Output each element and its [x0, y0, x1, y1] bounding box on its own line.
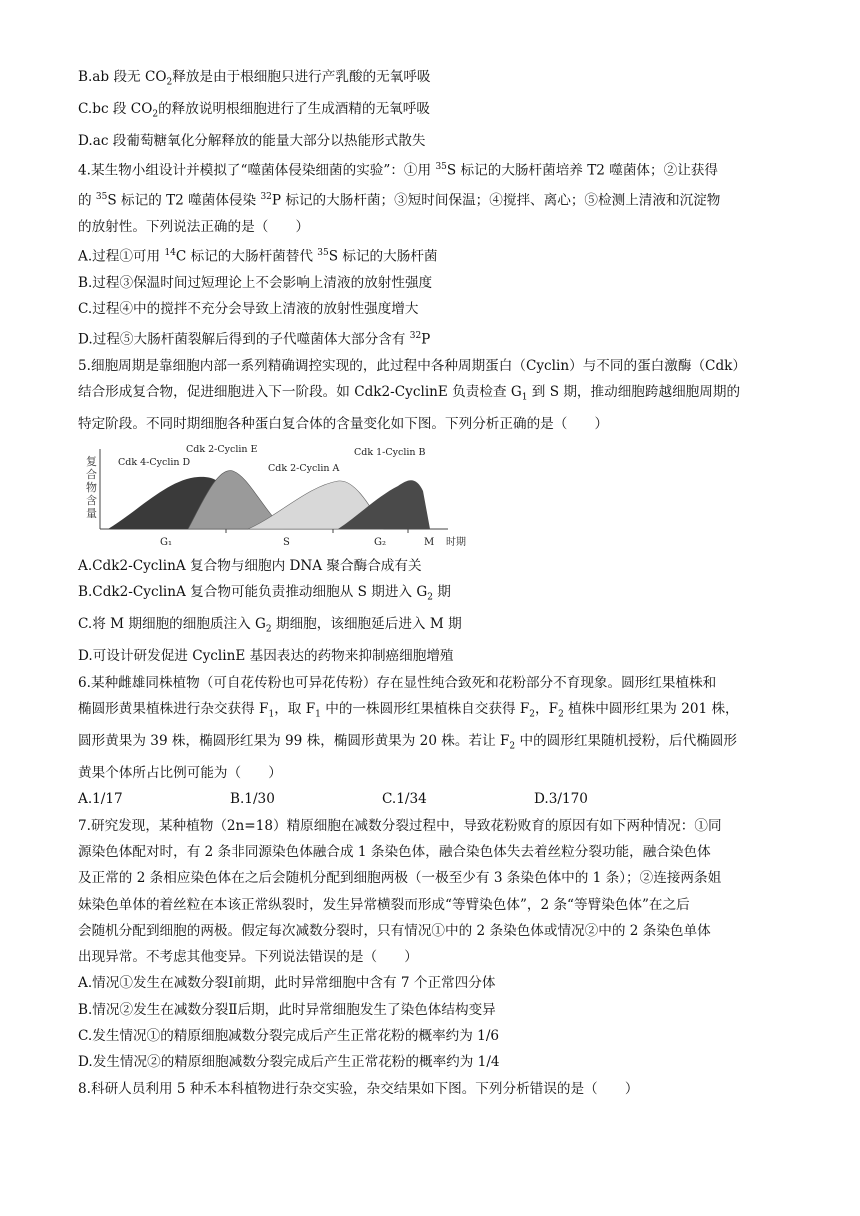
ylabel-char: 合 — [86, 468, 97, 482]
q7-stem-line1: 7.研究发现，某种植物（2n=18）精原细胞在减数分裂过程中，导致花粉败育的原因有如下两种情况：①同 — [78, 817, 722, 834]
q7-stem-line6: 出现异常。不考虑其他变异。下列说法错误的是（ ） — [78, 949, 418, 966]
q7-stem-line2: 源染色体配对时，有 2 条非同源染色体融合成 1 条染色体，融合染色体失去着丝粒分裂功能，融合染色体 — [78, 843, 711, 860]
q4-stem-line2: 的 $^{35}$S 标记的 T2 噬菌体侵染 $^{32}$P 标记的大肠杆菌；③短时间保温；④搅拌、离心；⑤检测上清液和沉淀物 — [78, 192, 721, 209]
x-label-m: M — [424, 537, 435, 549]
ylabel-char: 含 — [86, 494, 97, 508]
q4-option-a: A.过程①可用 $^{14}$C 标记的大肠杆菌替代 $^{35}$S 标记的大肠杆菌 — [78, 248, 438, 265]
label-cdk2-cycline: Cdk 2-Cyclin E — [186, 444, 258, 456]
q5-stem-line2: 结合形成复合物，促进细胞进入下一阶段。如 Cdk2-CyclinE 负责检查 $G_1$ 到 S 期，推动细胞跨越细胞周期的 — [78, 383, 741, 403]
q6-stem-line2: 椭圆形黄果植株进行杂交获得 $F_1$，取 $F_1$ 中的一株圆形红果植株自交获得 $F_2$，$F_2$ 植株中圆形红果为 201 株， — [78, 701, 739, 720]
q6-option-c: C.1/34 — [382, 791, 427, 808]
q6-option-b: B.1/30 — [230, 791, 275, 808]
q3-option-c: C.bc 段 $CO_2$的释放说明根细胞进行了生成酒精的无氧呼吸 — [78, 101, 430, 120]
q5-option-a: A.Cdk2-CyclinA 复合物与细胞内 DNA 聚合酶合成有关 — [78, 558, 422, 575]
q4-stem-line3: 的放射性。下列说法正确的是（ ） — [78, 218, 310, 235]
ylabel-char: 量 — [86, 507, 97, 521]
q7-option-d: D.发生情况②的精原细胞减数分裂完成后产生正常花粉的概率约为 1/4 — [78, 1054, 500, 1071]
q6-stem-line4: 黄果个体所占比例可能为（ ） — [78, 765, 282, 782]
q5-option-d: D.可设计研发促进 CyclinE 基因表达的药物来抑制癌细胞增殖 — [78, 648, 454, 665]
q3-option-d: D.ac 段葡萄糖氧化分解释放的能量大部分以热能形式散失 — [78, 133, 426, 150]
q7-stem-line3: 及正常的 2 条相应染色体在之后会随机分配到细胞两极（一极至少有 3 条染色体中的 1 条）；②连接两条姐 — [78, 870, 722, 887]
label-cdk4-cyclind: Cdk 4-Cyclin D — [118, 457, 191, 469]
q4-option-d: D.过程⑤大肠杆菌裂解后得到的子代噬菌体大部分含有 $^{32}$P — [78, 330, 431, 348]
label-cdk1-cyclinb: Cdk 1-Cyclin B — [354, 447, 426, 459]
q5-option-b: B.Cdk2-CyclinA 复合物可能负责推动细胞从 S 期进入 $G_2$ 期 — [78, 584, 451, 604]
ylabel-char: 复 — [86, 455, 97, 469]
q4-option-b: B.过程③保温时间过短理论上不会影响上清液的放射性强度 — [78, 275, 433, 292]
q6-option-d: D.3/170 — [534, 791, 588, 808]
q4-option-c: C.过程④中的搅拌不充分会导致上清液的放射性强度增大 — [78, 301, 419, 318]
q7-option-a: A.情况①发生在减数分裂Ⅰ前期，此时异常细胞中含有 7 个正常四分体 — [78, 975, 496, 992]
q6-stem-line1: 6.某种雌雄同株植物（可自花传粉也可异花传粉）存在显性纯合致死和花粉部分不育现象。圆形红果植株和 — [78, 674, 717, 691]
q8-stem-line1: 8.科研人员利用 5 种禾本科植物进行杂交实验，杂交结果如下图。下列分析错误的是（ ） — [78, 1080, 639, 1097]
q7-option-b: B.情况②发生在减数分裂Ⅱ后期，此时异常细胞发生了染色体结构变异 — [78, 1001, 496, 1018]
q5-stem-line1: 5.细胞周期是靠细胞内部一系列精确调控实现的，此过程中各种周期蛋白（Cyclin）与不同的蛋白激酶（Cdk） — [78, 357, 746, 374]
cyclin-figure-svg — [78, 441, 478, 551]
q7-stem-line5: 会随机分配到细胞的两极。假定每次减数分裂时，只有情况①中的 2 条染色体或情况②中的 2 条染色单体 — [78, 922, 711, 939]
x-label-g2: G₂ — [374, 537, 386, 549]
ylabel-char: 物 — [86, 481, 97, 495]
x-axis-title: 时期 — [446, 537, 466, 549]
q5-option-c: C.将 M 期细胞的细胞质注入 $G_2$ 期细胞，该细胞延后进入 M 期 — [78, 616, 462, 636]
q6-options — [78, 786, 782, 812]
q6-option-a: A.1/17 — [78, 791, 123, 808]
q3-option-b: B.ab 段无 $CO_2$释放是由于根细胞只进行产乳酸的无氧呼吸 — [78, 69, 431, 88]
x-label-g1: G₁ — [160, 537, 172, 549]
cyclin-figure — [78, 441, 478, 551]
q7-stem-line4: 妹染色单体的着丝粒在本该正常纵裂时，发生异常横裂而形成“等臂染色体”，2 条“等臂染色体”在之后 — [78, 896, 690, 913]
q6-stem-line3: 圆形黄果为 39 株，椭圆形红果为 99 株，椭圆形黄果为 20 株。若让 $F_2$ 中的圆形红果随机授粉，后代椭圆形 — [78, 733, 737, 752]
exam-page — [78, 64, 782, 1102]
q7-option-c: C.发生情况①的精原细胞减数分裂完成后产生正常花粉的概率约为 1/6 — [78, 1028, 500, 1045]
x-label-s: S — [283, 537, 290, 549]
q4-stem-line1: 4.某生物小组设计并模拟了“噬菌体侵染细菌的实验”：①用 $^{35}$S 标记的大肠杆菌培养 T2 噬菌体；②让获得 — [78, 162, 718, 179]
label-cdk2-cyclina: Cdk 2-Cyclin A — [268, 463, 340, 475]
q5-stem-line3: 特定阶段。不同时期细胞各种蛋白复合体的含量变化如下图。下列分析正确的是（ ） — [78, 415, 609, 432]
